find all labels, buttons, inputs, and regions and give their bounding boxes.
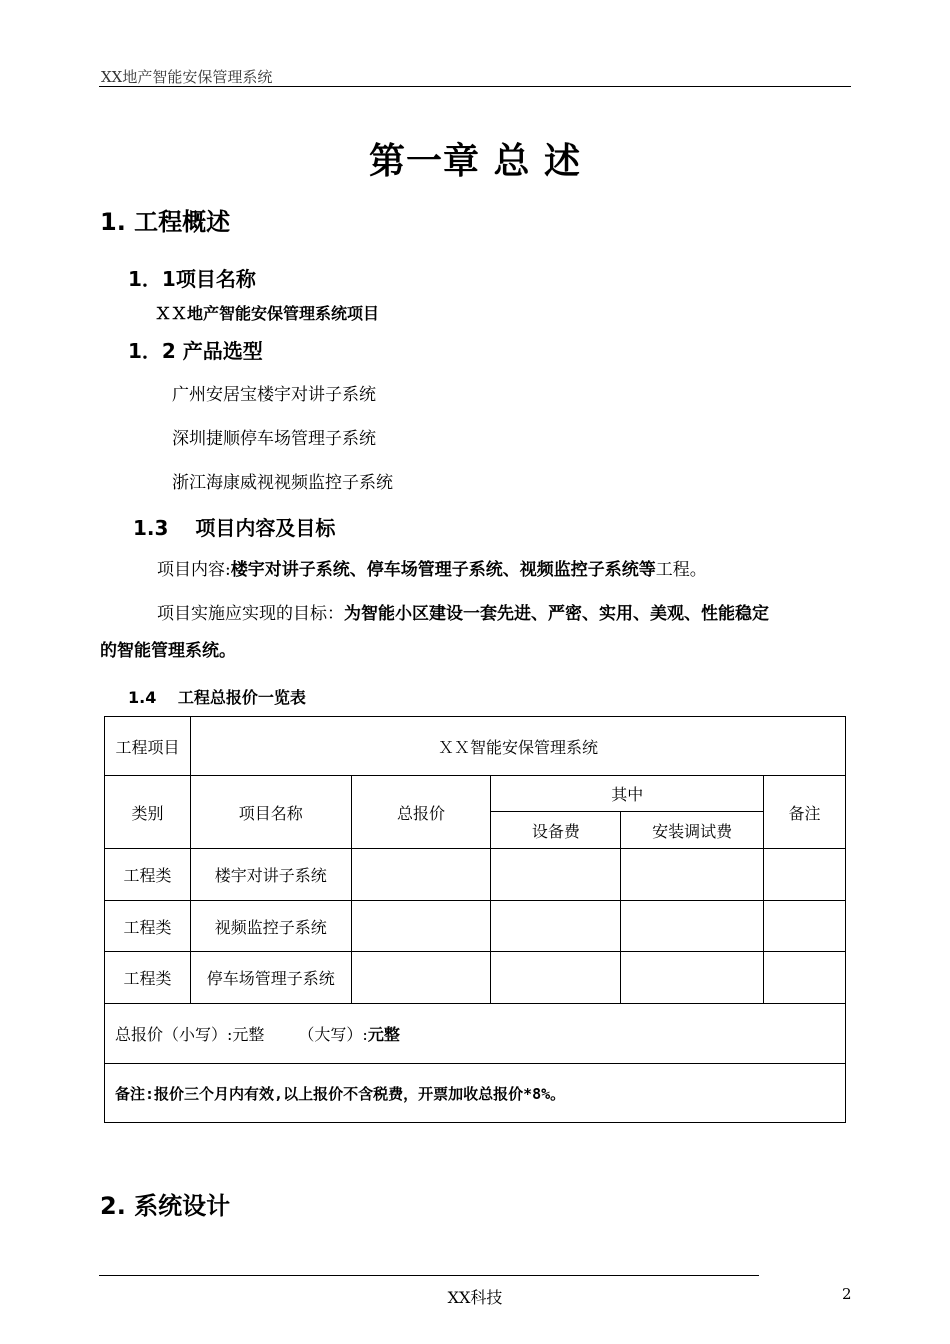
project-content-paragraph	[157, 550, 857, 590]
header-install: 安装调试费	[621, 812, 764, 849]
section-1-2-heading: 1．2 产品选型	[128, 339, 263, 363]
quotation-table	[104, 716, 846, 1123]
section-1-heading: 1. 工程概述	[100, 208, 231, 236]
header-remark: 备注	[764, 776, 846, 849]
header-title: XX地产智能安保管理系统	[101, 68, 273, 86]
product-item: 广州安居宝楼宇对讲子系统	[172, 385, 376, 405]
table-row	[105, 849, 846, 901]
note-cell: 备注:报价三个月内有效,以上报价不含税费，开票加收总报价*8%。	[105, 1064, 846, 1123]
total-big-value: 元整	[367, 1025, 400, 1044]
section-1-3-heading: 1.3 项目内容及目标	[133, 516, 336, 540]
header-of-which: 其中	[491, 776, 764, 812]
project-label-cell: 工程项目	[105, 717, 191, 776]
total-row	[105, 1004, 846, 1064]
row-remark	[764, 952, 846, 1004]
note-row	[105, 1064, 846, 1123]
row-total	[351, 952, 491, 1004]
footer-divider	[99, 1275, 759, 1276]
content-tail: 工程。	[655, 560, 707, 580]
section-1-1-heading: 1．1项目名称	[128, 267, 256, 291]
row-name: 停车场管理子系统	[190, 952, 351, 1004]
total-small: 总报价（小写）:元整	[115, 1025, 265, 1044]
row-category: 工程类	[105, 849, 191, 901]
row-install	[621, 849, 764, 901]
content-systems: 楼宇对讲子系统、停车场管理子系统、视频监控子系统等	[230, 560, 656, 580]
row-remark	[764, 849, 846, 901]
row-total	[351, 849, 491, 901]
row-name: 楼宇对讲子系统	[190, 849, 351, 901]
header-divider	[99, 86, 851, 87]
table-row	[105, 717, 846, 776]
row-remark	[764, 901, 846, 952]
project-goal-line-2	[100, 631, 800, 671]
goal-text-continued: 的智能管理系统。	[100, 641, 236, 661]
row-install	[621, 952, 764, 1004]
row-total	[351, 901, 491, 952]
section-1-4-heading: 1.4 工程总报价一览表	[128, 688, 306, 707]
footer-company: XX科技	[447, 1288, 503, 1307]
project-goal-line-1	[157, 594, 857, 634]
chapter-title: 第一章 总 述	[368, 141, 582, 182]
table-header-row	[105, 776, 846, 812]
row-install	[621, 901, 764, 952]
product-item: 浙江海康威视视频监控子系统	[172, 473, 393, 493]
section-2-heading: 2. 系统设计	[100, 1192, 231, 1220]
content-label: 项目内容:	[157, 560, 231, 580]
row-equipment	[491, 952, 621, 1004]
total-cell	[105, 1004, 846, 1064]
header-total: 总报价	[351, 776, 491, 849]
row-name: 视频监控子系统	[190, 901, 351, 952]
header-name: 项目名称	[190, 776, 351, 849]
row-equipment	[491, 849, 621, 901]
row-category: 工程类	[105, 952, 191, 1004]
row-equipment	[491, 901, 621, 952]
project-value-cell: ＸＸ智能安保管理系统	[190, 717, 845, 776]
header-category: 类别	[105, 776, 191, 849]
goal-label: 项目实施应实现的目标：	[157, 604, 344, 624]
product-item: 深圳捷顺停车场管理子系统	[172, 429, 376, 449]
header-equipment: 设备费	[491, 812, 621, 849]
page-number: 2	[842, 1285, 852, 1303]
total-big-label: （大写）:	[298, 1025, 368, 1044]
goal-text: 为智能小区建设一套先进、严密、实用、美观、性能稳定	[344, 604, 769, 624]
row-category: 工程类	[105, 901, 191, 952]
project-name: ＸＸ地产智能安保管理系统项目	[155, 304, 380, 323]
table-row	[105, 952, 846, 1004]
table-row	[105, 901, 846, 952]
